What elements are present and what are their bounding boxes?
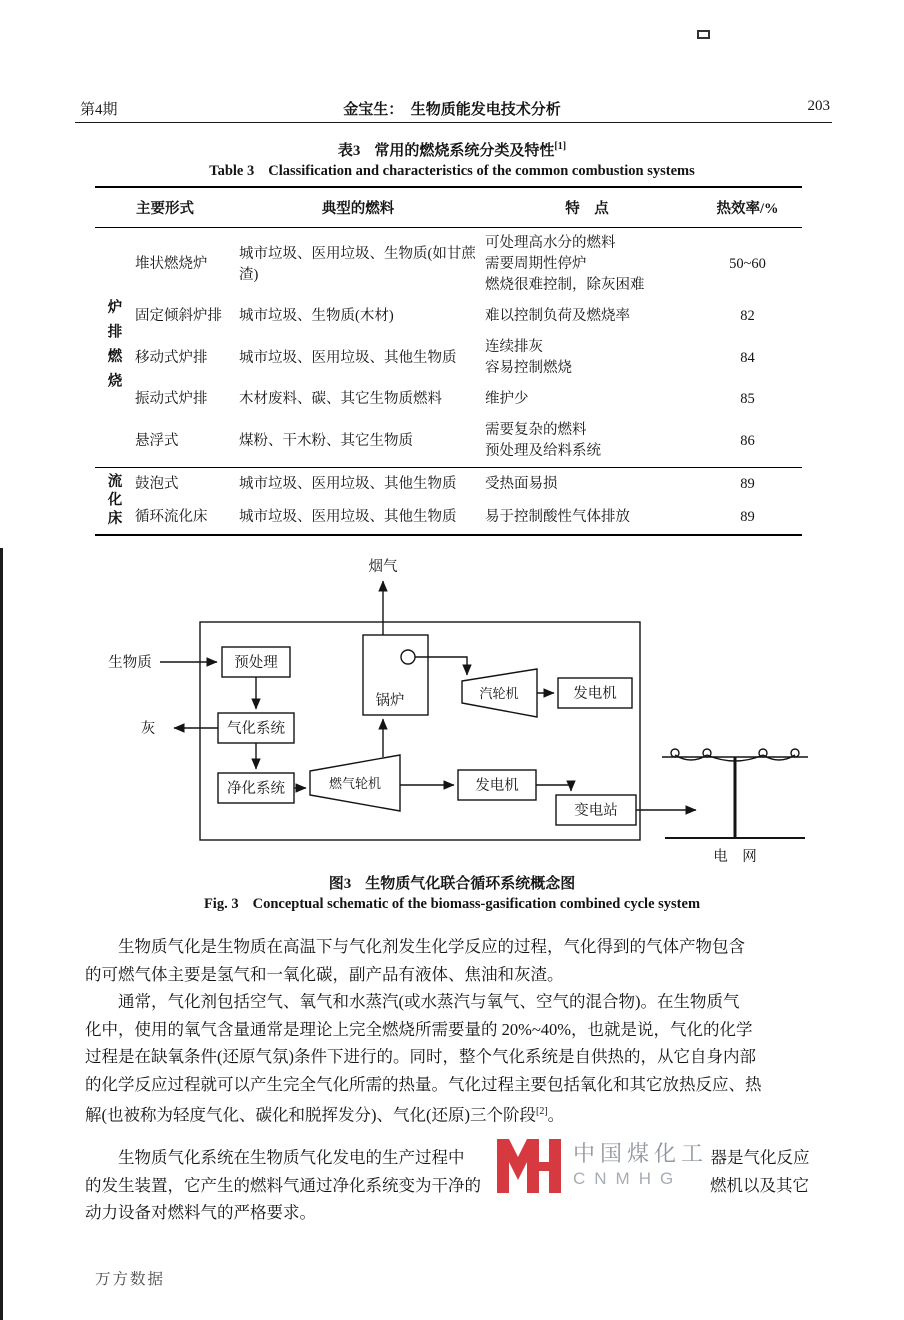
label-generator-bottom: 发电机 bbox=[475, 778, 519, 794]
boiler-drum-circle bbox=[401, 650, 415, 664]
table-row bbox=[95, 228, 802, 302]
cell-form: 移动式炉排 bbox=[135, 349, 208, 366]
paragraph-line: 的化学反应过程就可以产生完全气化所需的热量。气化过程主要包括氧化和其它放热反应、热 bbox=[85, 1074, 762, 1094]
figure-caption-en-text: Conceptual schematic of the biomass-gasification combined cycle system bbox=[252, 896, 701, 912]
diagram-shapes bbox=[160, 581, 808, 840]
scan-edge-artifact bbox=[0, 548, 3, 1320]
cell-features bbox=[481, 501, 693, 535]
paragraph-line: 动力设备对燃料气的严格要求。 bbox=[85, 1203, 316, 1222]
cell-efficiency: 82 bbox=[740, 308, 755, 324]
logo-h-bar bbox=[549, 1139, 561, 1193]
feature-line: 易于控制酸性气体排放 bbox=[485, 508, 630, 525]
article-body bbox=[85, 933, 841, 1227]
feature-line: 维护少 bbox=[485, 391, 529, 407]
scan-mark-artifact bbox=[697, 30, 710, 39]
label-purification: 净化系统 bbox=[227, 781, 285, 797]
wanfang-watermark: 万方数据 bbox=[95, 1271, 166, 1288]
cell-features bbox=[481, 415, 693, 468]
label-gasification: 气化系统 bbox=[227, 721, 285, 737]
table-row bbox=[95, 332, 802, 384]
cell-features bbox=[481, 384, 693, 415]
header-rule bbox=[75, 122, 832, 123]
paragraph-line: 过程是在缺氧条件(还原气氛)条件下进行的。同时，整个气化系统是自供热的，从它自身内部 bbox=[85, 1047, 756, 1066]
cell-efficiency: 84 bbox=[740, 349, 755, 366]
feature-line: 燃烧很难控制，除灰困难 bbox=[485, 277, 645, 293]
citation-ref: [2] bbox=[535, 1106, 548, 1117]
label-pretreatment: 预处理 bbox=[234, 655, 278, 671]
page-number: 203 bbox=[807, 98, 830, 114]
table-caption-zh bbox=[0, 139, 904, 160]
table-caption-en-text: Classification and characteristics of the common combustion systems bbox=[268, 163, 695, 179]
figure-caption-zh bbox=[0, 872, 904, 893]
col-header-form: 主要形式 bbox=[95, 187, 235, 228]
figure-caption-zh-label: 图3 bbox=[328, 876, 352, 892]
label-grid: 电 网 bbox=[713, 849, 757, 865]
paragraph-text: 生物质气化系统在生物质气化发电的生产过程中 bbox=[118, 1148, 465, 1167]
cell-form: 堆状燃烧炉 bbox=[135, 256, 208, 272]
watermark-text-block bbox=[573, 1141, 708, 1191]
cell-form: 鼓泡式 bbox=[131, 468, 235, 501]
paragraph-text: 解(也被称为轻度气化、碳化和脱挥发分)、气化(还原)三个阶段 bbox=[85, 1105, 536, 1125]
paragraph-line bbox=[85, 1172, 841, 1200]
feature-line: 难以控制负荷及燃烧率 bbox=[485, 308, 630, 324]
diagram-canvas bbox=[90, 545, 830, 877]
paragraph-line: 的可燃气体主要是氢气和一氧化碳，副产品有液体、焦油和灰渣。 bbox=[85, 964, 564, 984]
paragraph-line bbox=[85, 1098, 841, 1129]
table-caption-en-label: Table 3 bbox=[209, 163, 255, 179]
paragraph-line bbox=[85, 1144, 841, 1172]
cell-fuel: 木材废料、碳、其它生物质燃料 bbox=[239, 391, 442, 407]
cell-features bbox=[481, 228, 693, 302]
label-substation: 变电站 bbox=[574, 803, 618, 819]
paragraph-text: 。 bbox=[547, 1105, 565, 1125]
paragraph-3 bbox=[85, 1144, 841, 1227]
cell-fuel: 城市垃圾、医用垃圾、其他生物质 bbox=[239, 349, 457, 366]
cell-efficiency: 86 bbox=[740, 432, 755, 449]
watermark-line-zh: 中国煤化工 bbox=[573, 1141, 709, 1166]
table-caption-zh-label: 表3 bbox=[337, 143, 361, 159]
table-header-row bbox=[95, 187, 802, 228]
table-caption-ref: [1] bbox=[554, 141, 567, 152]
cell-form: 循环流化床 bbox=[135, 508, 208, 525]
table-row bbox=[95, 468, 802, 501]
label-generator-top: 发电机 bbox=[573, 686, 617, 702]
group-label: 流化床 bbox=[105, 473, 122, 529]
table-row bbox=[95, 384, 802, 415]
cnmhg-logo-icon bbox=[497, 1139, 561, 1193]
cell-fuel: 煤粉、干木粉、其它生物质 bbox=[239, 432, 413, 449]
table-row bbox=[95, 501, 802, 535]
group-cell-fluidized bbox=[95, 468, 131, 535]
figure-caption-en bbox=[0, 896, 904, 913]
table-caption-en bbox=[0, 163, 904, 180]
cell-form: 振动式炉排 bbox=[135, 391, 208, 407]
table-row bbox=[95, 301, 802, 332]
paragraph-text: 的发生装置，它产生的燃料气通过净化系统变为干净的 bbox=[85, 1175, 481, 1195]
running-title: 金宝生： 生物质能发电技术分析 bbox=[343, 102, 561, 118]
feature-line: 容易控制燃烧 bbox=[485, 360, 572, 376]
label-biomass: 生物质 bbox=[108, 655, 152, 671]
feature-line: 连续排灰 bbox=[485, 339, 543, 355]
cell-fuel: 城市垃圾、生物质(木材) bbox=[239, 308, 394, 324]
generator-to-substation-arrow bbox=[536, 785, 571, 791]
col-header-efficiency: 热效率/% bbox=[693, 187, 802, 228]
cell-fuel: 城市垃圾、医用垃圾、其他生物质 bbox=[239, 508, 457, 525]
label-gas-turbine: 燃气轮机 bbox=[328, 776, 382, 791]
label-flue-gas: 烟气 bbox=[368, 559, 398, 575]
col-header-fuel: 典型的燃料 bbox=[235, 187, 481, 228]
paragraph-line: 通常，气化剂包括空气、氧气和水蒸汽(或水蒸汽与氧气、空气的混合物)。在生物质气 bbox=[118, 992, 740, 1011]
label-ash: 灰 bbox=[140, 721, 156, 737]
paragraph-text: 燃机以及其它 bbox=[710, 1175, 809, 1195]
feature-line: 需要周期性停炉 bbox=[485, 256, 587, 272]
cell-features bbox=[481, 468, 693, 501]
label-steam-turbine: 汽轮机 bbox=[479, 686, 519, 701]
col-header-features: 特 点 bbox=[481, 187, 693, 228]
figure-caption-zh-text: 生物质气化联合循环系统概念图 bbox=[365, 876, 576, 892]
feature-line: 预处理及给料系统 bbox=[485, 443, 601, 459]
combustion-systems-table bbox=[95, 186, 802, 536]
cell-efficiency: 89 bbox=[740, 508, 755, 525]
table-row bbox=[95, 415, 802, 468]
watermark-line-en: CNMHG bbox=[573, 1169, 683, 1188]
figure-caption-en-label: Fig. 3 bbox=[203, 896, 239, 912]
paragraph-line: 生物质气化是生物质在高温下与气化剂发生化学反应的过程，气化得到的气体产物包含 bbox=[118, 937, 745, 956]
feature-line: 可处理高水分的燃料 bbox=[485, 235, 616, 251]
table-caption-zh-text: 常用的燃烧系统分类及特性 bbox=[374, 143, 555, 159]
paragraph-line: 化中，使用的氧气含量通常是理论上完全燃烧所需要量的 20%~40%，也就是说，气化的化学 bbox=[85, 1019, 753, 1039]
logo-h-crossbar bbox=[539, 1162, 549, 1171]
group-label: 炉排燃烧 bbox=[105, 298, 122, 397]
label-boiler: 锅炉 bbox=[375, 693, 405, 709]
issue-number: 第4期 bbox=[80, 102, 118, 118]
paragraph-text: 器是气化反应 bbox=[710, 1148, 810, 1167]
cnmhg-watermark bbox=[497, 1139, 708, 1193]
cell-efficiency: 85 bbox=[740, 391, 755, 407]
feature-line: 受热面易损 bbox=[485, 475, 558, 492]
group-cell-grate bbox=[95, 228, 131, 468]
feature-line: 需要复杂的燃料 bbox=[485, 422, 587, 438]
cell-fuel: 城市垃圾、医用垃圾、其他生物质 bbox=[235, 468, 481, 501]
diagram-labels bbox=[108, 557, 757, 865]
cell-form: 固定倾斜炉排 bbox=[135, 308, 222, 324]
cell-form: 悬浮式 bbox=[135, 432, 179, 449]
cell-efficiency: 50~60 bbox=[729, 256, 766, 272]
cell-features bbox=[481, 301, 693, 332]
cell-efficiency: 89 bbox=[693, 468, 802, 501]
logo-m-shape bbox=[497, 1139, 539, 1193]
cell-fuel: 城市垃圾、医用垃圾、生物质(如甘蔗渣) bbox=[239, 245, 476, 283]
cell-features bbox=[481, 332, 693, 384]
boiler-to-steam-turbine-arrow bbox=[415, 657, 467, 675]
biomass-gasification-diagram bbox=[90, 545, 830, 877]
